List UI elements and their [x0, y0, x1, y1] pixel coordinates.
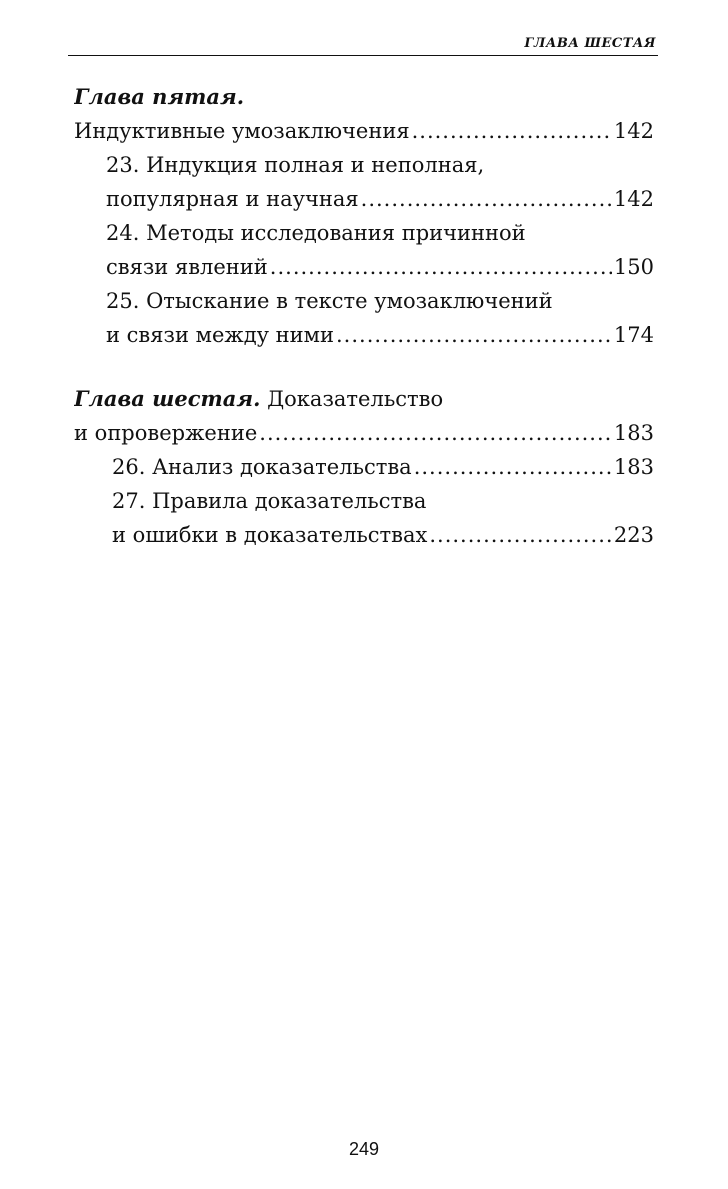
section-24-entry: [74, 250, 654, 284]
section-23-page: 142: [613, 187, 654, 211]
chapter5-entry: [74, 114, 654, 148]
dot-leader: [361, 182, 612, 216]
section-26-page: 183: [613, 455, 654, 479]
section-25-line2: и связи между ними: [106, 323, 334, 347]
section-25-entry: [74, 318, 654, 352]
chapter6-heading: Глава шестая.: [74, 386, 261, 411]
dot-leader: [414, 450, 612, 484]
dot-leader: [429, 518, 612, 552]
chapter5-page: 142: [613, 119, 654, 143]
chapter6-entry: [74, 416, 654, 450]
dot-leader: [336, 318, 612, 352]
dot-leader: [412, 114, 612, 148]
chapter6-heading-line: [74, 382, 654, 416]
section-24-page: 150: [613, 255, 654, 279]
dot-leader: [259, 416, 612, 450]
chapter6-title-part2: и опровержение: [74, 421, 258, 445]
section-23-line2: популярная и научная: [106, 187, 359, 211]
page-number: 249: [348, 1139, 380, 1159]
section-24-line2: связи явлений: [106, 255, 268, 279]
section-27-page: 223: [613, 523, 654, 547]
section-24-line1: 24. Методы исследования причинной: [106, 221, 526, 245]
section-27-entry: [74, 518, 654, 552]
chapter5-title: Индуктивные умозаключения: [74, 119, 410, 143]
section-27-line1: 27. Правила доказательства: [112, 489, 427, 513]
section-25-line1: 25. Отыскание в тексте умозаключений: [106, 289, 553, 313]
section-26-entry: [74, 450, 654, 484]
section-23-line1: 23. Индукция полная и неполная,: [106, 153, 485, 177]
section-27-line2: и ошибки в доказательствах: [112, 523, 428, 547]
table-of-contents: [74, 80, 654, 552]
section-26-title: 26. Анализ доказательства: [112, 455, 412, 479]
chapter6-title-part1: Доказательство: [267, 387, 444, 411]
chapter6-page: 183: [613, 421, 654, 445]
section-25-page: 174: [613, 323, 654, 347]
dot-leader: [270, 250, 612, 284]
header-rule: [68, 55, 658, 56]
running-head: ГЛАВА ШЕСТАЯ: [524, 36, 656, 51]
chapter5-heading: Глава пятая.: [74, 84, 245, 109]
chapter-spacer: [74, 352, 654, 382]
section-23-entry: [74, 182, 654, 216]
